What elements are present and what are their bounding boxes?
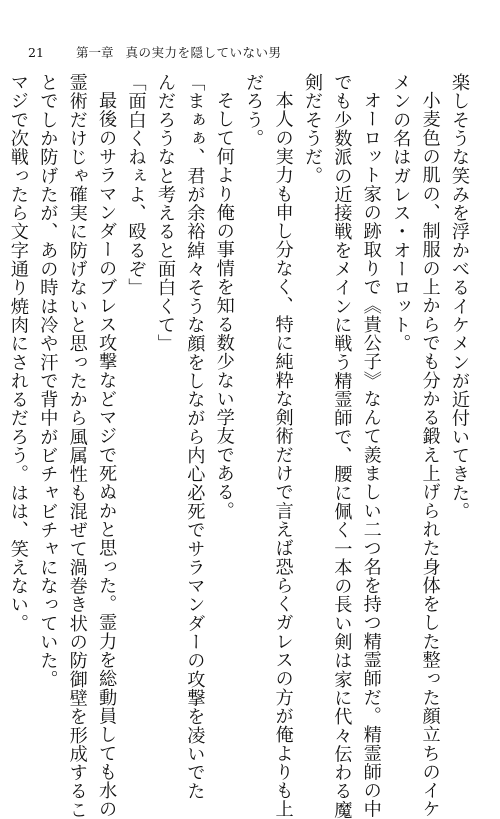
text-line: 本人の実力も申し分なく、特に純粋な剣術だけで言えば恐らくガレスの方が俺よりも上 xyxy=(272,91,294,819)
text-line xyxy=(0,73,4,683)
text-line: オーロット家の跡取りで《貴公子》なんて羨ましい二つ名を持つ精霊師だ。精霊師の中 xyxy=(360,91,382,819)
running-header xyxy=(28,44,282,62)
text-line: とでしか防げたが、あの時は冷や汗で背中がビチャビチャになっていた。 xyxy=(37,73,59,689)
text-line: んだろうなと考えると面白くて」 xyxy=(154,73,176,353)
text-line: メンの名はガレス・オーロット。 xyxy=(390,73,412,353)
text-line: 小麦色の肌の、制服の上からでも分かる鍛え上げられた身体をした整った顔立ちのイケ xyxy=(419,91,441,819)
chapter-title: 真の実力を隠していない男 xyxy=(125,45,282,60)
text-line: そして何より俺の事情を知る数少ない学友である。 xyxy=(213,91,235,521)
text-line: 最後のサラマンダーのブレス攻撃などマジで死ぬかと思った。霊力を総動員しても水の xyxy=(96,91,118,819)
text-line: マジで次戦ったら文字通り焼肉にされるだろう。はは、笑えない。 xyxy=(7,73,29,633)
text-line: 「面白くねぇよ、殴るぞ」 xyxy=(125,73,147,297)
chapter-label: 第一章 xyxy=(76,45,114,60)
vertical-body-text xyxy=(7,73,474,819)
text-line: 霊術だけじゃ確実に防げないと思ったから風属性も混ぜて渦巻き状の防御壁を形成するこ xyxy=(66,73,88,819)
page-number: 21 xyxy=(28,45,44,60)
text-line: だろう。 xyxy=(243,73,265,148)
text-line: 剣だそうだ。 xyxy=(301,73,323,185)
text-line: 「まぁぁ、君が余裕綽々そうな顔をしながら内心必死でサラマンダーの攻撃を凌いでた xyxy=(184,73,206,801)
text-line: 楽しそうな笑みを浮かべるイケメンが近付いてきた。 xyxy=(449,73,470,521)
text-line: でも少数派の近接戦をメインに戦う精霊師で、腰に佩く一本の長い剣は家に代々伝わる魔 xyxy=(331,73,353,819)
